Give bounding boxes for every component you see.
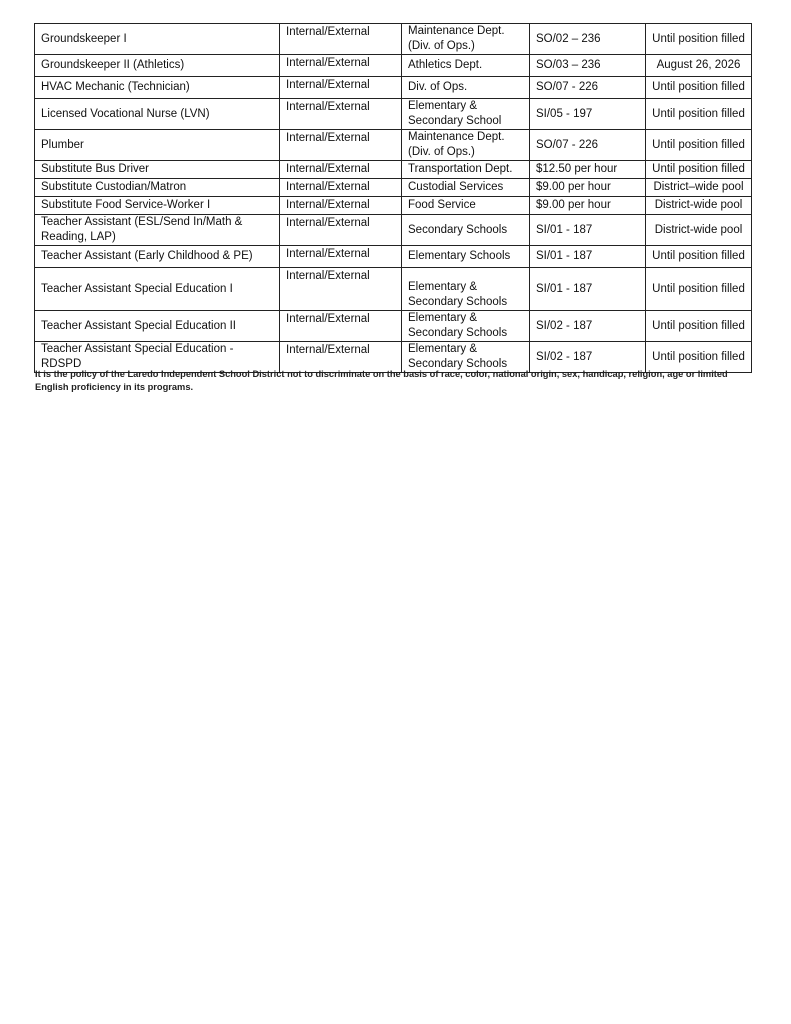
posting-type-cell: Internal/External	[280, 24, 402, 55]
pay-grade-cell: $12.50 per hour	[530, 161, 646, 179]
table-row	[35, 311, 752, 342]
department-cell: Maintenance Dept. (Div. of Ops.)	[402, 130, 530, 161]
table-row	[35, 215, 752, 246]
pay-grade-cell: SO/02 – 236	[530, 24, 646, 55]
pay-grade-cell: $9.00 per hour	[530, 179, 646, 197]
department-cell: Elementary & Secondary Schools	[402, 311, 530, 342]
department-cell: Elementary Schools	[402, 246, 530, 268]
posting-type-cell: Internal/External	[280, 130, 402, 161]
department-cell: Maintenance Dept. (Div. of Ops.)	[402, 24, 530, 55]
pay-grade-cell: SO/03 – 236	[530, 55, 646, 77]
posting-type-cell: Internal/External	[280, 268, 402, 311]
position-title-cell: Substitute Bus Driver	[35, 161, 280, 179]
table-row	[35, 179, 752, 197]
position-title-cell: Teacher Assistant Special Education - RDSPD	[35, 342, 280, 373]
pay-grade-cell: SI/02 - 187	[530, 342, 646, 373]
position-title-cell: Teacher Assistant Special Education I	[35, 268, 280, 311]
department-cell: Elementary & Secondary Schools	[402, 342, 530, 373]
deadline-cell: Until position filled	[646, 99, 752, 130]
department-cell: Transportation Dept.	[402, 161, 530, 179]
posting-type-cell: Internal/External	[280, 161, 402, 179]
department-cell: Food Service	[402, 197, 530, 215]
posting-type-cell: Internal/External	[280, 311, 402, 342]
table-row	[35, 130, 752, 161]
position-title-cell: Groundskeeper I	[35, 24, 280, 55]
deadline-cell: Until position filled	[646, 311, 752, 342]
position-title-cell: Teacher Assistant Special Education II	[35, 311, 280, 342]
department-cell: Elementary & Secondary Schools	[402, 268, 530, 311]
pay-grade-cell: SI/01 - 187	[530, 246, 646, 268]
posting-type-cell: Internal/External	[280, 215, 402, 246]
deadline-cell: Until position filled	[646, 342, 752, 373]
pay-grade-cell: SI/02 - 187	[530, 311, 646, 342]
table-row	[35, 99, 752, 130]
deadline-cell: August 26, 2026	[646, 55, 752, 77]
table-row	[35, 246, 752, 268]
table-row	[35, 24, 752, 55]
deadline-cell: Until position filled	[646, 24, 752, 55]
deadline-cell: Until position filled	[646, 246, 752, 268]
posting-type-cell: Internal/External	[280, 342, 402, 373]
department-cell: Secondary Schools	[402, 215, 530, 246]
department-cell: Athletics Dept.	[402, 55, 530, 77]
table-row	[35, 161, 752, 179]
position-title-cell: Substitute Custodian/Matron	[35, 179, 280, 197]
position-title-cell: Plumber	[35, 130, 280, 161]
job-postings-body	[35, 24, 752, 373]
posting-type-cell: Internal/External	[280, 197, 402, 215]
posting-type-cell: Internal/External	[280, 246, 402, 268]
posting-type-cell: Internal/External	[280, 179, 402, 197]
table-row	[35, 197, 752, 215]
posting-type-cell: Internal/External	[280, 55, 402, 77]
position-title-cell: Teacher Assistant (Early Childhood & PE)	[35, 246, 280, 268]
deadline-cell: Until position filled	[646, 130, 752, 161]
position-title-cell: Substitute Food Service-Worker I	[35, 197, 280, 215]
posting-type-cell: Internal/External	[280, 77, 402, 99]
pay-grade-cell: SO/07 - 226	[530, 77, 646, 99]
department-cell: Elementary & Secondary School	[402, 99, 530, 130]
deadline-cell: District-wide pool	[646, 197, 752, 215]
department-cell: Custodial Services	[402, 179, 530, 197]
deadline-cell: District–wide pool	[646, 179, 752, 197]
position-title-cell: Licensed Vocational Nurse (LVN)	[35, 99, 280, 130]
non-discrimination-statement: It is the policy of the Laredo Independent School District not to discriminate on the basis of race, color, national origin, sex, handicap, religion, age or limited English proficiency in its programs.	[35, 369, 728, 392]
pay-grade-cell: SI/05 - 197	[530, 99, 646, 130]
position-title-cell: Groundskeeper II (Athletics)	[35, 55, 280, 77]
pay-grade-cell: SI/01 - 187	[530, 268, 646, 311]
job-postings-table	[34, 23, 752, 373]
deadline-cell: Until position filled	[646, 161, 752, 179]
deadline-cell: District-wide pool	[646, 215, 752, 246]
deadline-cell: Until position filled	[646, 77, 752, 99]
table-row	[35, 55, 752, 77]
position-title-cell: Teacher Assistant (ESL/Send In/Math & Reading, LAP)	[35, 215, 280, 246]
department-cell: Div. of Ops.	[402, 77, 530, 99]
pay-grade-cell: $9.00 per hour	[530, 197, 646, 215]
posting-type-cell: Internal/External	[280, 99, 402, 130]
deadline-cell: Until position filled	[646, 268, 752, 311]
pay-grade-cell: SI/01 - 187	[530, 215, 646, 246]
position-title-cell: HVAC Mechanic (Technician)	[35, 77, 280, 99]
table-row	[35, 77, 752, 99]
pay-grade-cell: SO/07 - 226	[530, 130, 646, 161]
table-row	[35, 268, 752, 311]
